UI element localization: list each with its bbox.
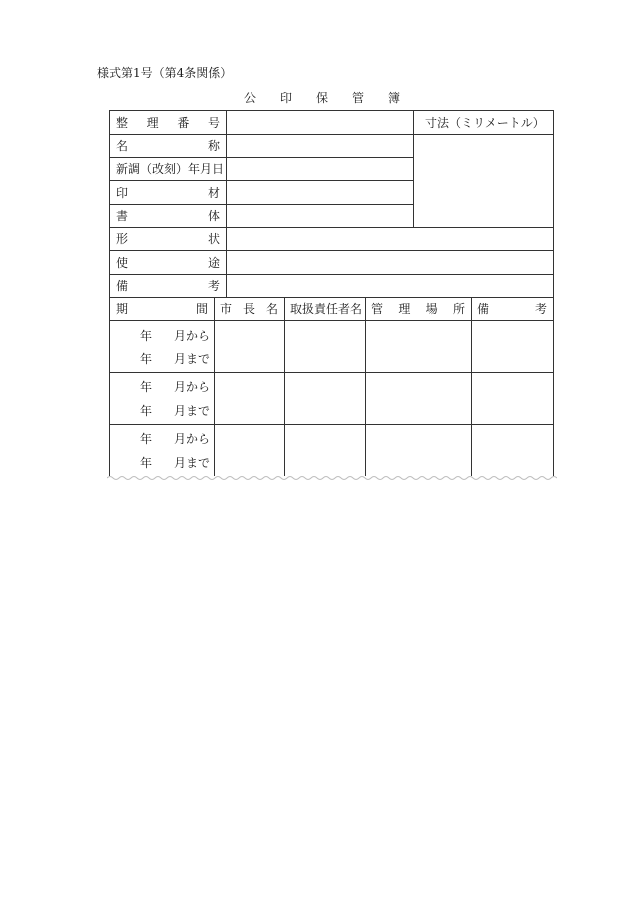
- label-name: [116, 139, 220, 153]
- torn-edge: [107, 474, 557, 482]
- header-char: 備: [477, 302, 490, 316]
- form-number-label: 様式第1号（第4条関係）: [97, 66, 233, 80]
- month-label: 月まで: [174, 456, 211, 470]
- table-rule: [226, 110, 227, 297]
- table-rule: [365, 297, 366, 476]
- label-usage: [116, 256, 220, 270]
- table-rule: [284, 297, 285, 476]
- label-char: 番: [177, 116, 190, 130]
- table-rule: [109, 180, 413, 181]
- title-char: 公: [244, 91, 257, 105]
- year-label: 年: [140, 404, 153, 418]
- label-char: 備: [116, 279, 129, 293]
- title-char: 印: [280, 91, 293, 105]
- label-seal-material: [116, 186, 220, 200]
- year-label: 年: [140, 456, 153, 470]
- period-to: [140, 352, 210, 366]
- year-label: 年: [140, 380, 153, 394]
- table-rule: [109, 204, 413, 205]
- label-char: 整: [116, 116, 129, 130]
- title-char: 簿: [388, 91, 401, 105]
- table-rule: [109, 110, 554, 111]
- header-responsible-person: 取扱責任者名: [290, 302, 363, 316]
- period-from: [140, 380, 210, 394]
- table-rule: [109, 320, 554, 321]
- table-rule: [109, 424, 554, 425]
- title-char: 管: [352, 91, 365, 105]
- table-rule: [109, 250, 554, 251]
- header-char: 間: [195, 302, 208, 316]
- label-char: 途: [207, 256, 220, 270]
- table-rule: [109, 110, 110, 476]
- table-rule: [109, 157, 413, 158]
- label-char: 形: [116, 232, 129, 246]
- table-rule: [553, 110, 554, 476]
- month-label: 月まで: [174, 352, 211, 366]
- header-char: 理: [398, 302, 411, 316]
- month-label: 月から: [174, 329, 211, 343]
- title-char: 保: [316, 91, 329, 105]
- label-char: 理: [146, 116, 159, 130]
- label-management-number: [116, 116, 220, 130]
- table-rule: [109, 134, 554, 135]
- header-char: 長: [242, 302, 255, 316]
- month-label: 月から: [174, 432, 211, 446]
- label-char: 考: [207, 279, 220, 293]
- label-shape: [116, 232, 220, 246]
- year-label: 年: [140, 432, 153, 446]
- period-from: [140, 329, 210, 343]
- header-char: 場: [425, 302, 438, 316]
- header-char: 名: [265, 302, 278, 316]
- period-from: [140, 432, 210, 446]
- header-mayor-name: [220, 302, 278, 316]
- label-char: 体: [207, 209, 220, 223]
- header-storage-location: [371, 302, 465, 316]
- table-rule: [413, 110, 414, 227]
- table-rule: [109, 372, 554, 373]
- header-remarks: [477, 302, 547, 316]
- label-char: 使: [116, 256, 129, 270]
- label-char: 称: [207, 139, 220, 153]
- header-char: 市: [220, 302, 233, 316]
- header-char: 管: [371, 302, 384, 316]
- period-to: [140, 456, 210, 470]
- label-char: 書: [116, 209, 129, 223]
- month-label: 月から: [174, 380, 211, 394]
- table-rule: [109, 227, 554, 228]
- label-char: 号: [207, 116, 220, 130]
- table-rule: [109, 297, 554, 298]
- header-char: 所: [452, 302, 465, 316]
- period-to: [140, 404, 210, 418]
- header-period: [116, 302, 208, 316]
- label-char: 名: [116, 139, 129, 153]
- year-label: 年: [140, 329, 153, 343]
- header-char: 期: [116, 302, 129, 316]
- year-label: 年: [140, 352, 153, 366]
- label-typeface: [116, 209, 220, 223]
- label-dimensions: 寸法（ミリメートル）: [425, 116, 545, 130]
- header-char: 考: [534, 302, 547, 316]
- table-rule: [214, 297, 215, 476]
- label-remarks: [116, 279, 220, 293]
- table-rule: [471, 297, 472, 476]
- label-new-date: 新調（改刻）年月日: [116, 162, 225, 176]
- label-char: 印: [116, 186, 129, 200]
- label-char: 状: [207, 232, 220, 246]
- label-char: 材: [207, 186, 220, 200]
- month-label: 月まで: [174, 404, 211, 418]
- page-title: [244, 89, 400, 106]
- table-rule: [109, 274, 554, 275]
